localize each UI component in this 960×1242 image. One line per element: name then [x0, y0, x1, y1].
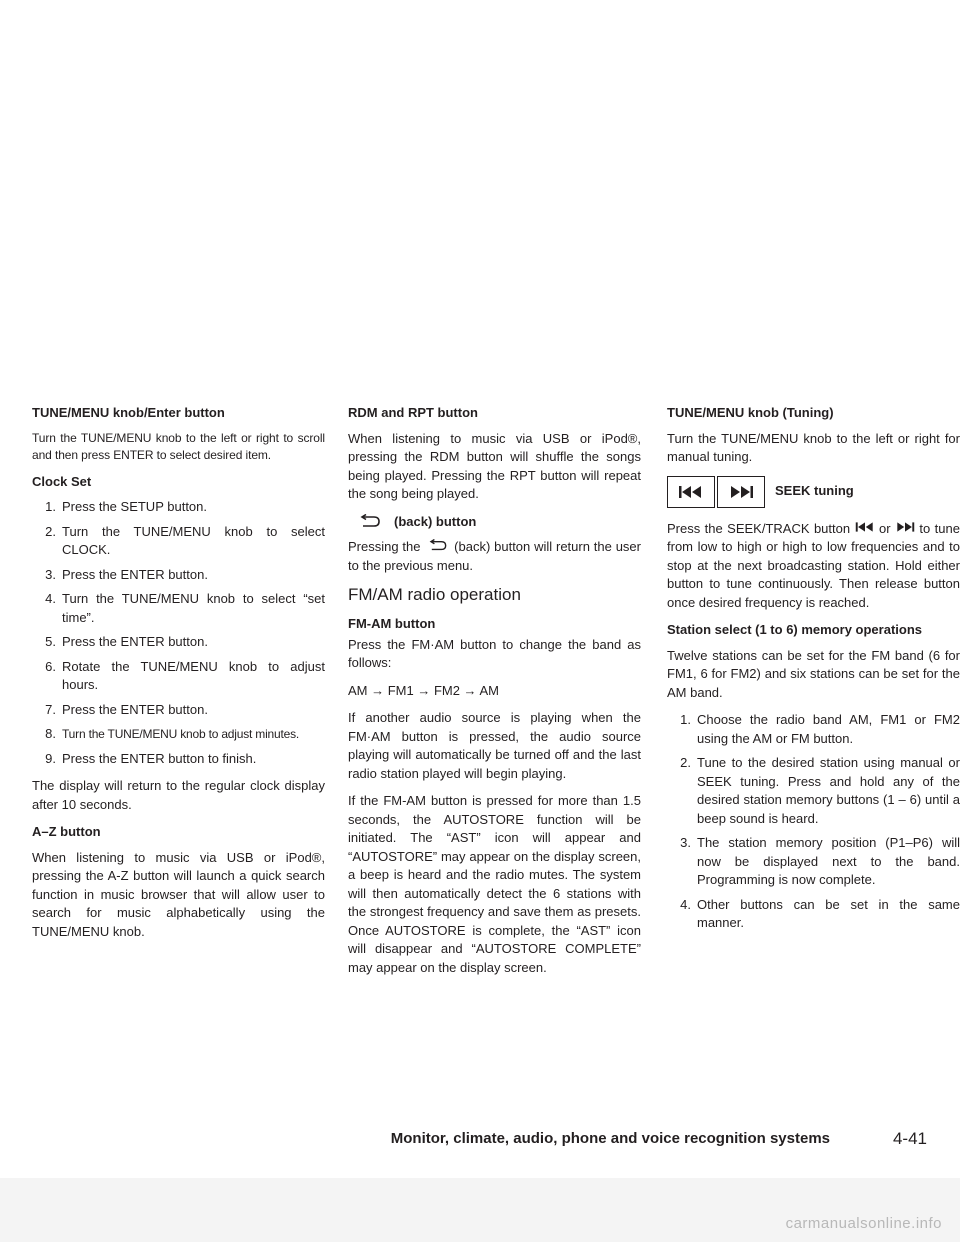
list-item: [32, 750, 325, 769]
skip-back-icon: [678, 485, 704, 499]
para-seek-or: or: [878, 520, 891, 536]
back-arrow-icon: [424, 539, 450, 553]
step-number: 1.: [680, 712, 691, 727]
step-text: Rotate the TUNE/MENU knob to adjust hours.: [62, 658, 325, 692]
column-middle: [348, 404, 641, 986]
step-number: 1.: [45, 499, 56, 514]
para-seek: [667, 520, 960, 613]
step-text: Turn the TUNE/MENU knob to select “set time”.: [62, 591, 325, 625]
list-item: [32, 566, 325, 585]
seek-tuning-row: [667, 476, 960, 508]
list-item: [32, 658, 325, 695]
heading-rdm-rpt: RDM and RPT button: [348, 405, 478, 420]
list-item: [32, 498, 325, 517]
list-item: [32, 590, 325, 627]
skip-back-button-illustration: [667, 476, 715, 508]
step-text: Press the ENTER button.: [62, 566, 208, 582]
heading-station-select: Station select (1 to 6) memory operations: [667, 622, 923, 637]
step-number: 5.: [45, 634, 56, 649]
heading-back-button: (back) button: [394, 513, 477, 529]
step-number: 2.: [680, 755, 691, 770]
step-text: Turn the TUNE/MENU knob to adjust minutes.: [62, 727, 300, 741]
heading-tune-enter: TUNE/MENU knob/Enter button: [32, 405, 225, 420]
para-seek-post: to tune from low to high or high to low frequencies and to stop at the next broadcasting station. Hold either button to tune continuously. Then release button once desired frequency is reached.: [667, 520, 960, 610]
list-item: [32, 701, 325, 720]
step-number: 7.: [45, 701, 56, 717]
para-return: The display will return to the regular clock display after 10 seconds.: [32, 778, 325, 812]
footer-section-title: Monitor, climate, audio, phone and voice recognition systems: [390, 1130, 830, 1147]
para-fmam-1: Press the FM·AM button to change the band as follows:: [348, 636, 641, 670]
step-text: Choose the radio band AM, FM1 or FM2 using the AM or FM button.: [697, 712, 960, 746]
step-number: 6.: [45, 658, 56, 674]
step-text: Other buttons can be set in the same manner.: [697, 896, 960, 930]
step-number: 8.: [45, 726, 56, 741]
heading-clock-set: Clock Set: [32, 473, 92, 489]
step-text: Press the ENTER button.: [62, 634, 208, 649]
list-item: [32, 523, 325, 560]
skip-forward-button-illustration: [717, 476, 765, 508]
skip-forward-icon: [728, 485, 754, 499]
step-text: Press the SETUP button.: [62, 499, 207, 514]
heading-tuning: TUNE/MENU knob (Tuning): [667, 405, 834, 420]
step-number: 3.: [680, 835, 691, 850]
step-text: Press the ENTER button.: [62, 701, 208, 717]
step-number: 2.: [45, 523, 56, 539]
step-text: Turn the TUNE/MENU knob to select CLOCK.: [62, 523, 325, 557]
step-text: Press the ENTER button to finish.: [62, 750, 257, 766]
para-station: Twelve stations can be set for the FM band (6 for FM1, 6 for FM2) and six stations can be set for the AM band.: [667, 647, 960, 700]
para-seek-pre: Press the SEEK/TRACK button: [667, 520, 851, 536]
step-text: The station memory position (P1–P6) will now be displayed next to the band. Programming is now complete.: [697, 835, 960, 887]
para-back-post: (back) button will return the user to the previous menu.: [348, 539, 641, 573]
para-fmam-2: If another audio source is playing when the FM·AM button is pressed, the audio source playing will automatically be turned off and the last radio station played will begin playing.: [348, 710, 641, 781]
heading-az-button: A–Z button: [32, 824, 101, 839]
step-number: 4.: [45, 591, 56, 606]
skip-back-icon: [855, 521, 875, 533]
back-arrow-icon: [354, 514, 384, 530]
list-item: [667, 711, 960, 748]
page-number: 4-41: [892, 1129, 927, 1148]
watermark-text: carmanualsonline.info: [785, 1215, 942, 1232]
para-fmam-sequence: AM → FM1 → FM2 → AM: [348, 682, 499, 698]
page-footer: [0, 1130, 960, 1154]
heading-fmam-button: FM-AM button: [348, 616, 436, 631]
list-item: [667, 834, 960, 890]
clock-steps-list: [32, 498, 325, 768]
column-right: [667, 404, 960, 942]
list-item: [667, 754, 960, 828]
heading-fmam-section: FM/AM radio operation: [348, 585, 521, 604]
para-az: When listening to music via USB or iPod®, pressing the A-Z button will launch a quick search function in music browser that will allow user to search for music alphabetically using the TUNE/MENU knob.: [32, 849, 325, 939]
back-heading-row: [348, 513, 641, 532]
step-number: 9.: [45, 750, 56, 766]
step-number: 3.: [45, 566, 56, 582]
para-back-pre: Pressing the: [348, 539, 421, 554]
watermark-band: [0, 1178, 960, 1242]
para-tuning: Turn the TUNE/MENU knob to the left or right for manual tuning.: [667, 430, 960, 464]
station-steps-list: [667, 711, 960, 933]
para-rdm: When listening to music via USB or iPod®, pressing the RDM button will shuffle the songs being played. Pressing the RPT button will repeat the song being played.: [348, 430, 641, 501]
step-number: 4.: [680, 896, 691, 912]
para-fmam-3: If the FM-AM button is pressed for more than 1.5 seconds, the AUTOSTORE function will be initiated. The “AST” icon will appear and “AUTOSTORE” may appear on the display screen, a beep is heard and the radio mutes. The system will then automatically detect the 6 stations with the strongest frequency and save them as presets. Once AUTOSTORE is complete, the “AST” icon will disappear and “AUTOSTORE COMPLETE” may appear on the display screen.: [348, 793, 641, 975]
para-back: [348, 538, 641, 575]
column-left: [32, 404, 325, 950]
seek-tuning-label: SEEK tuning: [775, 483, 854, 499]
skip-forward-icon: [895, 521, 915, 533]
para-tune-enter: Turn the TUNE/MENU knob to the left or right to scroll and then press ENTER to select desired item.: [32, 430, 325, 462]
list-item: [32, 725, 325, 744]
step-text: Tune to the desired station using manual or SEEK tuning. Press and hold any of the desired station memory buttons (1 – 6) until a beep sound is heard.: [697, 755, 960, 826]
list-item: [32, 633, 325, 652]
list-item: [667, 896, 960, 933]
